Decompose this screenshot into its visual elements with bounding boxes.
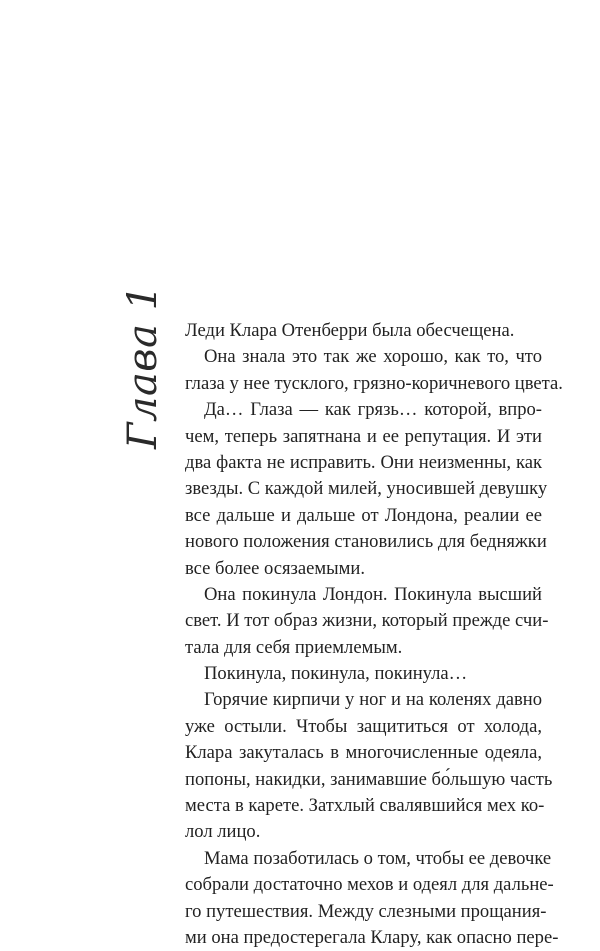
text-line: места в карете. Затхлый свалявшийся мех ко- bbox=[185, 795, 545, 817]
text-line: уже остыли. Чтобы защититься от холода, bbox=[185, 715, 542, 737]
chapter-title: Глава 1 bbox=[120, 284, 166, 449]
text-line: глаза у нее тусклого, грязно-коричневого цвета. bbox=[185, 372, 563, 394]
text-line: два факта не исправить. Они неизменны, как bbox=[185, 451, 542, 473]
text-line: нового положения становились для бедняжки bbox=[185, 531, 547, 553]
text-line: Клара закуталась в многочисленные одеяла, bbox=[185, 742, 542, 764]
text-line: Да… Глаза — как грязь… которой, впро- bbox=[204, 399, 542, 421]
text-line: чем, теперь запятнана и ее репутация. И эти bbox=[185, 425, 542, 447]
text-line: Леди Клара Отенберри была обесчещена. bbox=[185, 320, 515, 341]
text-line: все дальше и дальше от Лондона, реалии ее bbox=[185, 504, 542, 526]
text-line: все более осязаемыми. bbox=[185, 557, 366, 579]
text-line: Покинула, покинула, покинула… bbox=[204, 663, 468, 685]
chapter-body-text bbox=[185, 318, 563, 951]
text-line: свет. И тот образ жизни, который прежде счи- bbox=[185, 610, 549, 632]
text-line: собрали достаточно мехов и одеял для дальне- bbox=[185, 874, 554, 896]
text-line: звезды. С каждой милей, уносившей девушку bbox=[185, 478, 548, 500]
text-line: Она покинула Лондон. Покинула высший bbox=[204, 583, 542, 605]
text-line: Горячие кирпичи у ног и на коленях давно bbox=[204, 689, 542, 711]
text-line: попоны, накидки, занимавшие бо́льшую часть bbox=[185, 768, 553, 790]
text-line: Она знала это так же хорошо, как то, что bbox=[204, 346, 542, 368]
text-line: ми она предостерегала Клару, как опасно пере- bbox=[185, 926, 559, 948]
text-line: тала для себя приемлемым. bbox=[185, 636, 403, 658]
text-line: Мама позаботилась о том, чтобы ее девочке bbox=[204, 847, 552, 869]
text-line: го путешествия. Между слезными прощания- bbox=[185, 900, 547, 922]
text-line: лол лицо. bbox=[185, 821, 261, 843]
